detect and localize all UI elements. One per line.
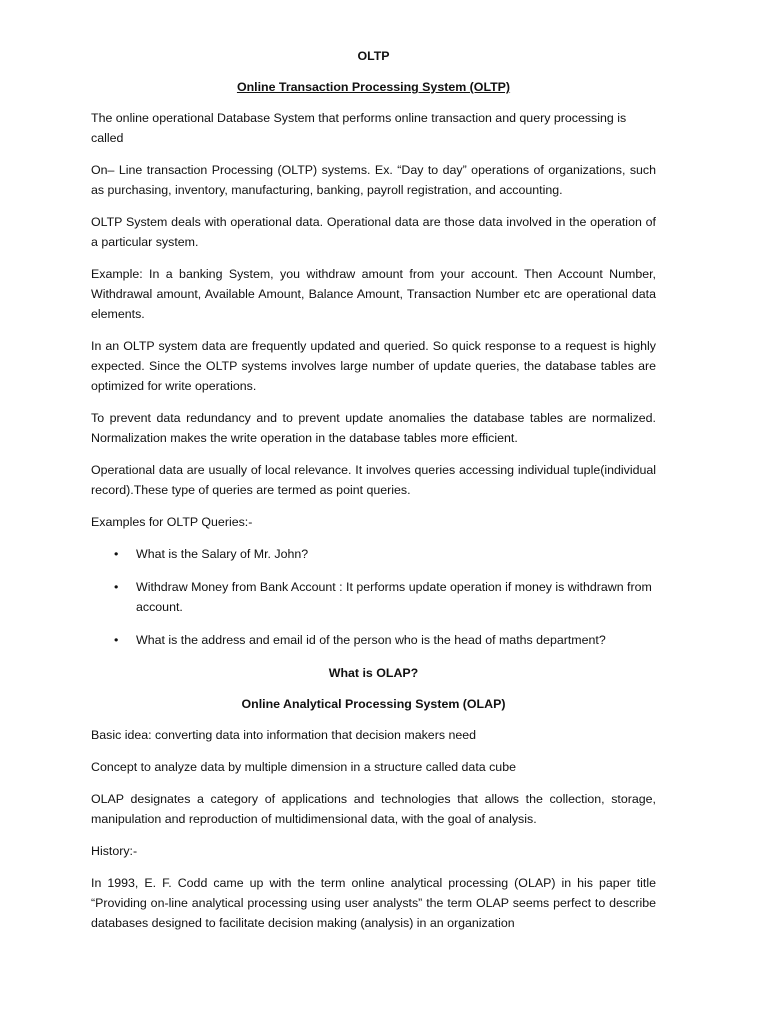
list-item-text: What is the Salary of Mr. John? bbox=[136, 547, 309, 561]
history-label: History:- bbox=[91, 844, 138, 858]
list-item-text: Withdraw Money from Bank Account : It performs update operation if money is withdrawn from account. bbox=[136, 580, 652, 614]
olap-definition-paragraph: OLAP designates a category of applications and technologies that allows the collection, storage, manipulation and reproduction of multidimensional data, with the goal of analysis. bbox=[91, 792, 656, 826]
olap-subheading: Online Analytical Processing System (OLAP) bbox=[241, 697, 506, 711]
operational-data-paragraph: OLTP System deals with operational data. Operational data are those data involved in the operation of a particular system. bbox=[91, 215, 656, 249]
list-item bbox=[91, 630, 656, 650]
oltp-section-heading: Online Transaction Processing System (OLTP) bbox=[236, 80, 511, 94]
bullet-icon: • bbox=[114, 547, 119, 561]
banking-example-paragraph: Example: In a banking System, you withdraw amount from your account. Then Account Number, Withdrawal amount, Available Amount, Balance Amount, Transaction Number etc are operational data elements. bbox=[91, 267, 656, 321]
oltp-queries-list bbox=[91, 544, 656, 650]
history-paragraph: In 1993, E. F. Codd came up with the term online analytical processing (OLAP) in his paper title “Providing on-line analytical processing using user analysts” the term OLAP seems perfect to describe databases designed to facilitate decision making (analysis) in an organization bbox=[91, 876, 656, 930]
document-page bbox=[91, 46, 656, 945]
oltp-queries-label: Examples for OLTP Queries:- bbox=[91, 515, 253, 529]
normalization-paragraph: To prevent data redundancy and to prevent update anomalies the database tables are normalized. Normalization makes the write operation in the database tables more efficient. bbox=[91, 411, 656, 445]
bullet-icon: • bbox=[114, 580, 119, 594]
list-item bbox=[91, 577, 656, 617]
oltp-examples-paragraph: On– Line transaction Processing (OLTP) systems. Ex. “Day to day” operations of organizations, such as purchasing, inventory, manufacturing, banking, payroll registration, and accounting. bbox=[91, 163, 656, 197]
list-item bbox=[91, 544, 656, 564]
document-title: OLTP bbox=[357, 49, 390, 63]
bullet-icon: • bbox=[114, 633, 119, 647]
update-queries-paragraph: In an OLTP system data are frequently updated and queried. So quick response to a request is highly expected. Since the OLTP systems involves large number of update queries, the database tables are optimized for write operations. bbox=[91, 339, 656, 393]
oltp-definition-paragraph: The online operational Database System that performs online transaction and query processing is called bbox=[91, 111, 627, 145]
list-item-text: What is the address and email id of the person who is the head of maths department? bbox=[136, 633, 606, 647]
point-queries-paragraph: Operational data are usually of local relevance. It involves queries accessing individual tuple(individual record).These type of queries are termed as point queries. bbox=[91, 463, 656, 497]
olap-basic-idea-paragraph: Basic idea: converting data into information that decision makers need bbox=[91, 728, 477, 742]
olap-concept-paragraph: Concept to analyze data by multiple dimension in a structure called data cube bbox=[91, 760, 516, 774]
olap-heading: What is OLAP? bbox=[328, 666, 419, 680]
